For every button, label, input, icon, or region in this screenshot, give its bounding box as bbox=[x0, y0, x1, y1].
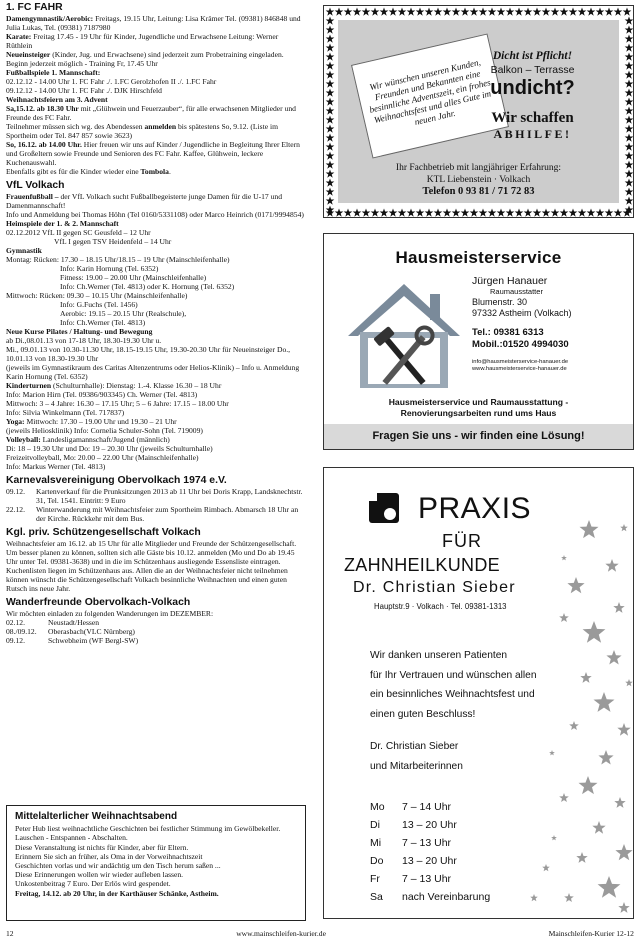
vfl-title: VfL Volkach bbox=[6, 180, 65, 191]
star-icon bbox=[407, 209, 416, 217]
star-icon bbox=[461, 8, 470, 16]
doctor-name: Dr. Christian Sieber bbox=[353, 579, 516, 596]
star-icon bbox=[625, 179, 633, 187]
star-icon bbox=[326, 170, 335, 178]
star-icon bbox=[605, 8, 614, 16]
star-icon bbox=[506, 209, 515, 217]
mittelalter-line: Diese Erinnerungen wollen wir wieder aufleben lassen. bbox=[15, 870, 184, 880]
page-footer bbox=[6, 929, 634, 938]
star-icon bbox=[407, 8, 416, 16]
hours-row: Fr 7 – 13 Uhr bbox=[370, 873, 452, 885]
star-icon bbox=[559, 793, 569, 802]
star-icon bbox=[515, 8, 524, 16]
star-icon bbox=[625, 62, 633, 70]
star-icon bbox=[524, 8, 533, 16]
fc-fahr-line: Weihnachtsfeiern am 3. Advent bbox=[6, 95, 108, 104]
star-icon bbox=[416, 209, 425, 217]
vfl-line: 02.12.2012 VfL II gegen SC Geusfeld – 12 Uhr bbox=[6, 228, 151, 237]
headline-2: Balkon – Terrasse bbox=[490, 64, 575, 76]
star-icon bbox=[389, 209, 398, 217]
praxis-specialty: ZAHNHEILKUNDE bbox=[344, 555, 500, 575]
ad-ktl-contact bbox=[338, 162, 619, 198]
contact-line: Ihr Fachbetrieb mit langjähriger Erfahrung: bbox=[395, 163, 562, 173]
star-icon bbox=[542, 8, 551, 16]
vfl-line: Gymnastik bbox=[6, 246, 42, 255]
star-icon bbox=[625, 71, 633, 79]
star-icon bbox=[564, 893, 574, 902]
star-icon bbox=[344, 209, 353, 217]
vfl-line: Montag: Rücken: 17.30 – 18.15 Uhr/18.15 – 19 Uhr (Mainschleifenhalle) bbox=[6, 255, 230, 264]
schuetzen-text: Weihnachtsfeier am 16.12. ab 15 Uhr für alle Mitglieder und Freunde der Schützengesellschaft. Um besser planen zu können, sollten sich alle Gäste bis 10.12. anmelden (Mo und Do ab 19.45 Uhr unter Tel. 09381-3638) und in die im Schützenhaus ausliegende Essensliste eintragen. Kuchenlisten liegen im Schützenhaus aus. Allen die an der Weihnachtsfeier nicht teilnehmen können wünscht die Schützengesellschaft Volkach besinnliche Weihnachten und einen guten Rutsch ins neue Jahr. bbox=[6, 539, 297, 593]
star-icon bbox=[625, 188, 633, 196]
star-icon bbox=[326, 26, 335, 34]
karneval-section bbox=[6, 475, 306, 523]
wander-row: 09.12. Schwebheim (WF Bergl-SW) bbox=[6, 636, 139, 645]
hours-row: Di 13 – 20 Uhr bbox=[370, 819, 457, 831]
star-icon bbox=[614, 209, 623, 217]
star-icon bbox=[506, 8, 515, 16]
message-line: ein besinnliches Weihnachtsfest und bbox=[370, 689, 535, 700]
star-icon bbox=[551, 8, 560, 16]
schuetzen-section bbox=[6, 527, 306, 593]
fc-fahr-line: Teilnehmer müssen sich wg. des Abendessen anmelden bis spätestens So, 9.12. (Liste im Sportheim oder Tel. 847 857 sowie 3623) bbox=[6, 122, 278, 140]
star-icon bbox=[470, 209, 479, 217]
star-icon bbox=[533, 8, 542, 16]
star-icon bbox=[587, 8, 596, 16]
email-link[interactable]: info@hausmeisterservice-hanauer.de bbox=[472, 359, 569, 365]
star-icon bbox=[596, 209, 605, 217]
star-icon bbox=[443, 209, 452, 217]
star-icon bbox=[551, 209, 560, 217]
star-icon bbox=[620, 524, 628, 531]
vfl-line: Freizeitvolleyball, Mo: 20.00 – 22.00 Uhr (Mainschleifenhalle) bbox=[6, 453, 199, 462]
star-icon bbox=[452, 209, 461, 217]
ad-hausmeisterservice bbox=[323, 233, 634, 450]
vfl-line: Frauenfußball – der VfL Volkach sucht Fußballbegeisterte junge Damen für die U-17 und Damenmannschaft! bbox=[6, 192, 283, 210]
hours-row: Sa nach Vereinbarung bbox=[370, 891, 491, 903]
star-icon bbox=[515, 209, 524, 217]
fc-fahr-section bbox=[6, 2, 306, 176]
star-icon bbox=[583, 621, 606, 643]
mittelalter-line: Diese Veranstaltung ist nichts für Kinder, aber für Eltern. bbox=[15, 842, 189, 852]
star-icon bbox=[371, 209, 380, 217]
star-icon bbox=[569, 209, 578, 217]
ad2-slogan-bar: Fragen Sie uns - wir finden eine Lösung! bbox=[324, 424, 633, 449]
headline-5: ABHILFE! bbox=[493, 127, 572, 141]
star-icon bbox=[425, 209, 434, 217]
vfl-line: Info: Silvia Winkelmann (Tel. 717837) bbox=[6, 408, 125, 417]
house-tools-icon bbox=[338, 274, 470, 396]
star-icon bbox=[613, 602, 624, 613]
star-icon bbox=[549, 750, 555, 755]
star-icon bbox=[335, 8, 344, 16]
contact-phone: Telefon 0 93 81 / 71 72 83 bbox=[422, 186, 535, 197]
wander-row: 02.12. Neustadt/Hessen bbox=[6, 618, 100, 627]
star-icon bbox=[326, 8, 335, 16]
vfl-line: Fitness: 19.00 – 20.00 Uhr (Mainschleifenhalle) bbox=[60, 273, 207, 282]
star-icon bbox=[362, 8, 371, 16]
star-icon bbox=[598, 876, 621, 898]
fc-fahr-title: 1. FC FAHR bbox=[6, 2, 63, 13]
ad-praxis-zahnheilkunde bbox=[323, 467, 634, 919]
star-icon bbox=[559, 613, 569, 622]
star-icon bbox=[625, 17, 633, 25]
fc-fahr-line: Sa,15.12. ab 18.30 Uhr mit „Glühwein und Feuerzauber“, für alle erwachsenen Mitglieder und Freunde des FC Fahr. bbox=[6, 104, 296, 122]
star-icon bbox=[606, 650, 621, 665]
vfl-line: Heimspiele der 1. & 2. Mannschaft bbox=[6, 219, 119, 228]
owner-name: Jürgen Hanauer bbox=[472, 275, 548, 287]
star-icon bbox=[625, 116, 633, 124]
vfl-line: Info: G.Fuchs (Tel. 1456) bbox=[60, 300, 138, 309]
wander-intro: Wir möchten einladen zu folgenden Wanderungen im DEZEMBER: bbox=[6, 609, 214, 618]
star-icon bbox=[596, 8, 605, 16]
star-icon bbox=[326, 35, 335, 43]
signature-line: und Mitarbeiterinnen bbox=[370, 760, 463, 772]
vfl-line: Di: 18 – 19.30 Uhr und Do: 19 – 20.30 Uhr (jeweils Schulturnhalle) bbox=[6, 444, 213, 453]
mobile: Mobil.:01520 4994030 bbox=[472, 339, 569, 350]
star-icon bbox=[618, 902, 629, 913]
mittelalter-box bbox=[6, 805, 306, 921]
owner-role: Raumausstatter bbox=[490, 287, 543, 296]
contact-line: KTL Liebenstein · Volkach bbox=[426, 175, 531, 185]
star-icon bbox=[326, 116, 335, 124]
fc-fahr-line: Damengymnastik/Aerobic: Freitags, 19.15 Uhr, Leitung: Lisa Krämer Tel. (09381) 846848 und Julia Lukas, Tel. (09381) 7187980 bbox=[6, 14, 301, 32]
vfl-line: Neue Kurse Pilates / Haltung- und Bewegung bbox=[6, 327, 153, 336]
praxis-logo-icon bbox=[369, 493, 399, 523]
vfl-line: Info: Ch.Werner (Tel. 4813) bbox=[60, 318, 146, 327]
star-icon bbox=[326, 161, 335, 169]
ad-ktl-panel bbox=[338, 20, 619, 203]
vfl-line: Mittwoch: Rücken: 09.30 – 10.15 Uhr (Mainschleifenhalle) bbox=[6, 291, 188, 300]
praxis-address: Hauptstr.9 · Volkach · Tel. 09381-1313 bbox=[374, 602, 507, 611]
star-icon bbox=[344, 8, 353, 16]
star-icon bbox=[434, 8, 443, 16]
fc-fahr-line: Fußballspiele 1. Mannschaft: bbox=[6, 68, 101, 77]
star-icon bbox=[380, 209, 389, 217]
star-icon bbox=[353, 8, 362, 16]
star-icon bbox=[533, 209, 542, 217]
star-icon bbox=[625, 44, 633, 52]
footer-issue: Mainschleifen-Kurier 12-12 bbox=[548, 929, 634, 938]
fc-fahr-line: 09.12.12 - 14.00 Uhr 1. FC Fahr ./. DJK Hirschfeld bbox=[6, 86, 162, 95]
star-icon bbox=[561, 555, 567, 560]
city: 97332 Astheim (Volkach) bbox=[472, 308, 572, 318]
vfl-line: (jeweils Heliosklinik) Info: Cornelia Schuler-Sohn (Tel. 719009) bbox=[6, 426, 203, 435]
praxis-subtitle: FÜR bbox=[442, 531, 482, 551]
opening-hours bbox=[370, 798, 490, 906]
wander-title: Wanderfreunde Obervolkach-Volkach bbox=[6, 597, 191, 608]
greeting-message bbox=[370, 646, 600, 724]
vfl-line: Mi., 09.01.13 von 10.30-11.30 Uhr, 18.15-19.15 Uhr, 19.30-20.30 Uhr für Neueinsteiger Do., 10.01.13 von 18.30-19.30 Uhr bbox=[6, 345, 291, 363]
wander-section bbox=[6, 597, 306, 645]
hours-row: Mo 7 – 14 Uhr bbox=[370, 801, 452, 813]
page-number: 12 bbox=[6, 929, 14, 938]
vfl-line: VfL I gegen TSV Heidenfeld – 14 Uhr bbox=[54, 237, 172, 246]
hours-row: Mi 7 – 13 Uhr bbox=[370, 837, 452, 849]
tagline-1: Hausmeisterservice und Raumausstattung - bbox=[388, 397, 569, 407]
star-icon bbox=[587, 209, 596, 217]
star-icon bbox=[625, 152, 633, 160]
karneval-title: Karnevalsvereinigung Obervolkach 1974 e.V. bbox=[6, 475, 227, 486]
headline-4: Wir schaffen bbox=[491, 110, 574, 126]
vfl-line: Yoga: Mittwoch: 17.30 – 19.00 Uhr und 19.30 – 21 Uhr bbox=[6, 417, 177, 426]
mittelalter-line: Erinnern Sie sich an früher, als Oma in der Vorweihnachtszeit bbox=[15, 851, 203, 861]
star-icon bbox=[625, 35, 633, 43]
ad2-contact bbox=[472, 275, 632, 373]
fc-fahr-line: Neueinsteiger (Kinder, Jug. und Erwachsene) sind jederzeit zum Probetraining eingeladen. Beginn jederzeit möglich - Training Fr, 17.45 Uhr bbox=[6, 50, 284, 68]
star-icon bbox=[598, 750, 613, 765]
star-icon bbox=[326, 107, 335, 115]
headline-3: undicht? bbox=[490, 77, 575, 99]
star-icon bbox=[625, 170, 633, 178]
star-icon bbox=[580, 520, 599, 538]
star-icon bbox=[398, 209, 407, 217]
star-icon bbox=[614, 8, 623, 16]
star-icon bbox=[326, 188, 335, 196]
star-icon bbox=[416, 8, 425, 16]
star-icon bbox=[479, 209, 488, 217]
star-icon bbox=[380, 8, 389, 16]
star-icon bbox=[578, 209, 587, 217]
star-icon bbox=[470, 8, 479, 16]
wander-row: 08./09.12. Oberasbach(VLC Nürnberg) bbox=[6, 627, 135, 636]
fc-fahr-line: 02.12.12 - 14.00 Uhr 1. FC Fahr ./. 1.FC Gerolzhofen II ./. 1.FC Fahr bbox=[6, 77, 217, 86]
mittelalter-line: Geschichten vorlas und wir andächtig um den Tisch herum saßen ... bbox=[15, 861, 221, 871]
headline-1: Dicht ist Pflicht! bbox=[492, 50, 573, 62]
vfl-section bbox=[6, 180, 306, 471]
karneval-row: 09.12. Kartenverkauf für die Prunksitzungen 2013 ab 11 Uhr bei Doris Krapp, Landsknechtstr. 31, Tel. 1541. Eintritt: 9 Euro bbox=[6, 487, 303, 505]
star-icon bbox=[576, 852, 587, 863]
vfl-line: Mittwoch: 3 – 4 Jahre: 16.30 – 17.15 Uhr; 5 – 6 Jahre: 17.15 – 18.00 Uhr bbox=[6, 399, 229, 408]
star-icon bbox=[625, 26, 633, 34]
vfl-line: Info und Anmeldung bei Thomas Höhn (Tel 0160/5331108) oder Marco Heinrich (0171/9994854) bbox=[6, 210, 304, 219]
signature bbox=[370, 737, 463, 776]
star-icon bbox=[497, 8, 506, 16]
star-icon bbox=[579, 776, 598, 794]
star-icon bbox=[335, 209, 344, 217]
star-icon bbox=[326, 197, 335, 205]
mittelalter-title: Mittelalterlicher Weihnachtsabend bbox=[15, 811, 178, 822]
star-icon bbox=[625, 143, 633, 151]
star-icon bbox=[398, 8, 407, 16]
ad-title: Hausmeisterservice bbox=[395, 248, 562, 267]
star-icon bbox=[605, 559, 618, 572]
vfl-line: Info: Karin Hornung (Tel. 6352) bbox=[60, 264, 159, 273]
star-icon bbox=[326, 80, 335, 88]
star-icon bbox=[625, 53, 633, 61]
star-icon bbox=[542, 209, 551, 217]
star-icon bbox=[560, 209, 569, 217]
mittelalter-line: Unkostenbeitrag 7 Euro. Der Erlös wird gespendet. bbox=[15, 879, 171, 889]
star-icon bbox=[569, 8, 578, 16]
star-icon bbox=[326, 53, 335, 61]
ad2-tagline bbox=[324, 397, 633, 419]
star-icon bbox=[615, 844, 632, 860]
hours-row: Do 13 – 20 Uhr bbox=[370, 855, 457, 867]
star-icon bbox=[488, 8, 497, 16]
star-icon bbox=[578, 8, 587, 16]
star-icon bbox=[592, 821, 605, 834]
fc-fahr-line: Ebenfalls gibt es für die Kinder wieder eine Tombola. bbox=[6, 167, 171, 176]
karneval-row: 22.12. Winterwanderung mit Weihnachtsfeier zum Sportheim Rimbach. Abmarsch 18 Uhr an der Kirche. Rückkehr mit dem Bus. bbox=[6, 505, 299, 523]
star-icon bbox=[530, 894, 538, 901]
ad-ktl-liebenstein bbox=[323, 5, 634, 218]
star-icon bbox=[560, 8, 569, 16]
star-icon bbox=[614, 797, 625, 808]
star-icon bbox=[625, 161, 633, 169]
star-icon bbox=[551, 835, 557, 840]
footer-url[interactable]: www.mainschleifen-kurier.de bbox=[236, 929, 326, 938]
vfl-line: Volleyball: Landesligamannschaft/Jugend (männlich) bbox=[6, 435, 170, 444]
star-icon bbox=[605, 209, 614, 217]
star-icon bbox=[461, 209, 470, 217]
ad-ktl-headline bbox=[470, 50, 595, 142]
message-line: Wir danken unseren Patienten bbox=[370, 650, 508, 661]
mittelalter-line: Freitag, 14.12. ab 20 Uhr, in der Karthäuser Schänke, Astheim. bbox=[15, 888, 219, 898]
star-icon bbox=[371, 8, 380, 16]
left-column bbox=[6, 2, 306, 648]
vfl-line: Kinderturnen (Schulturnhalle): Dienstag: 1.-4. Klasse 16.30 – 18 Uhr bbox=[6, 381, 222, 390]
tagline-2: Renovierungsarbeiten rund ums Haus bbox=[400, 408, 557, 418]
star-icon bbox=[497, 209, 506, 217]
star-icon bbox=[567, 577, 584, 593]
star-icon bbox=[326, 125, 335, 133]
star-icon bbox=[326, 179, 335, 187]
star-icon bbox=[434, 209, 443, 217]
praxis-title: PRAXIS bbox=[418, 492, 532, 525]
message-line: für Ihr Vertrauen und wünschen allen bbox=[370, 669, 537, 681]
vfl-line: Aerobic: 19.15 – 20.15 Uhr (Realschule), bbox=[60, 309, 187, 318]
phone: Tel.: 09381 6313 bbox=[472, 327, 544, 338]
star-icon bbox=[362, 209, 371, 217]
fc-fahr-line: Karate: Freitag 17.45 - 19 Uhr für Kinder, Jugendliche und Erwachsene Leitung: Werner Rüthlein bbox=[6, 32, 279, 50]
star-icon bbox=[389, 8, 398, 16]
vfl-line: Info: Marion Hirn (Tel. 09386/903345) Ch. Werner (Tel. 4813) bbox=[6, 390, 198, 399]
star-icon bbox=[425, 8, 434, 16]
vfl-line: (jeweils im Gymnastikraum des Caritas Altenzentrums oder Helios-Klinik) – Info u. Anmeldung Karin Hornung (Tel. 6352) bbox=[6, 363, 300, 381]
star-icon bbox=[326, 62, 335, 70]
star-icon bbox=[625, 197, 633, 205]
greeting-note: Wir wünschen unseren Kunden, Freunden und Bekannten eine besinnliche Adventszeit, ein frohes Weihnachtsfest und alles Gute im neuen Jahr. bbox=[351, 33, 509, 158]
star-icon bbox=[443, 8, 452, 16]
star-icon bbox=[625, 134, 633, 142]
star-icon bbox=[353, 209, 362, 217]
star-icon bbox=[488, 209, 497, 217]
star-icon bbox=[625, 107, 633, 115]
star-icon bbox=[326, 152, 335, 160]
star-icon bbox=[625, 80, 633, 88]
star-icon bbox=[625, 679, 633, 686]
signature-line: Dr. Christian Sieber bbox=[370, 741, 459, 752]
star-icon bbox=[326, 17, 335, 25]
star-icon bbox=[326, 98, 335, 106]
star-icon bbox=[479, 8, 488, 16]
star-icon bbox=[326, 44, 335, 52]
star-icon bbox=[625, 98, 633, 106]
message-line: einen guten Beschluss! bbox=[370, 708, 476, 720]
star-icon bbox=[326, 143, 335, 151]
website-link[interactable]: www.hausmeisterservice-hanauer.de bbox=[472, 366, 567, 372]
star-icon bbox=[617, 723, 630, 736]
mittelalter-line: Peter Hub liest weihnachtliche Geschichten bei festlicher Stimmung im Gewölbekeller. Lauschen - Entspannen - Abschalten. bbox=[15, 824, 281, 843]
street: Blumenstr. 30 bbox=[472, 297, 528, 307]
star-icon bbox=[326, 89, 335, 97]
star-icon bbox=[326, 71, 335, 79]
star-icon bbox=[452, 8, 461, 16]
star-icon bbox=[524, 209, 533, 217]
schuetzen-title: Kgl. priv. Schützengesellschaft Volkach bbox=[6, 527, 201, 538]
vfl-line: Info: Markus Werner (Tel. 4813) bbox=[6, 462, 106, 471]
vfl-line: ab Di.,08.01.13 von 17-18 Uhr, 18.30-19.30 Uhr u. bbox=[6, 336, 162, 345]
vfl-line: Info: Ch.Werner (Tel. 4813) oder K. Hornung (Tel. 6352) bbox=[60, 282, 235, 291]
fc-fahr-line: So, 16.12. ab 14.00 Uhr. Hier freuen wir uns auf Kinder / Jugendliche in Begleitung Ihrer Eltern und Großeltern sowie Freunde und Senioren des FC Fahr. Kaffee, Glühwein, leckere Kuchenauswahl. bbox=[6, 140, 300, 167]
star-icon bbox=[625, 125, 633, 133]
star-icon bbox=[625, 89, 633, 97]
star-icon bbox=[326, 134, 335, 142]
star-icon bbox=[623, 8, 632, 16]
star-icon bbox=[542, 864, 550, 871]
